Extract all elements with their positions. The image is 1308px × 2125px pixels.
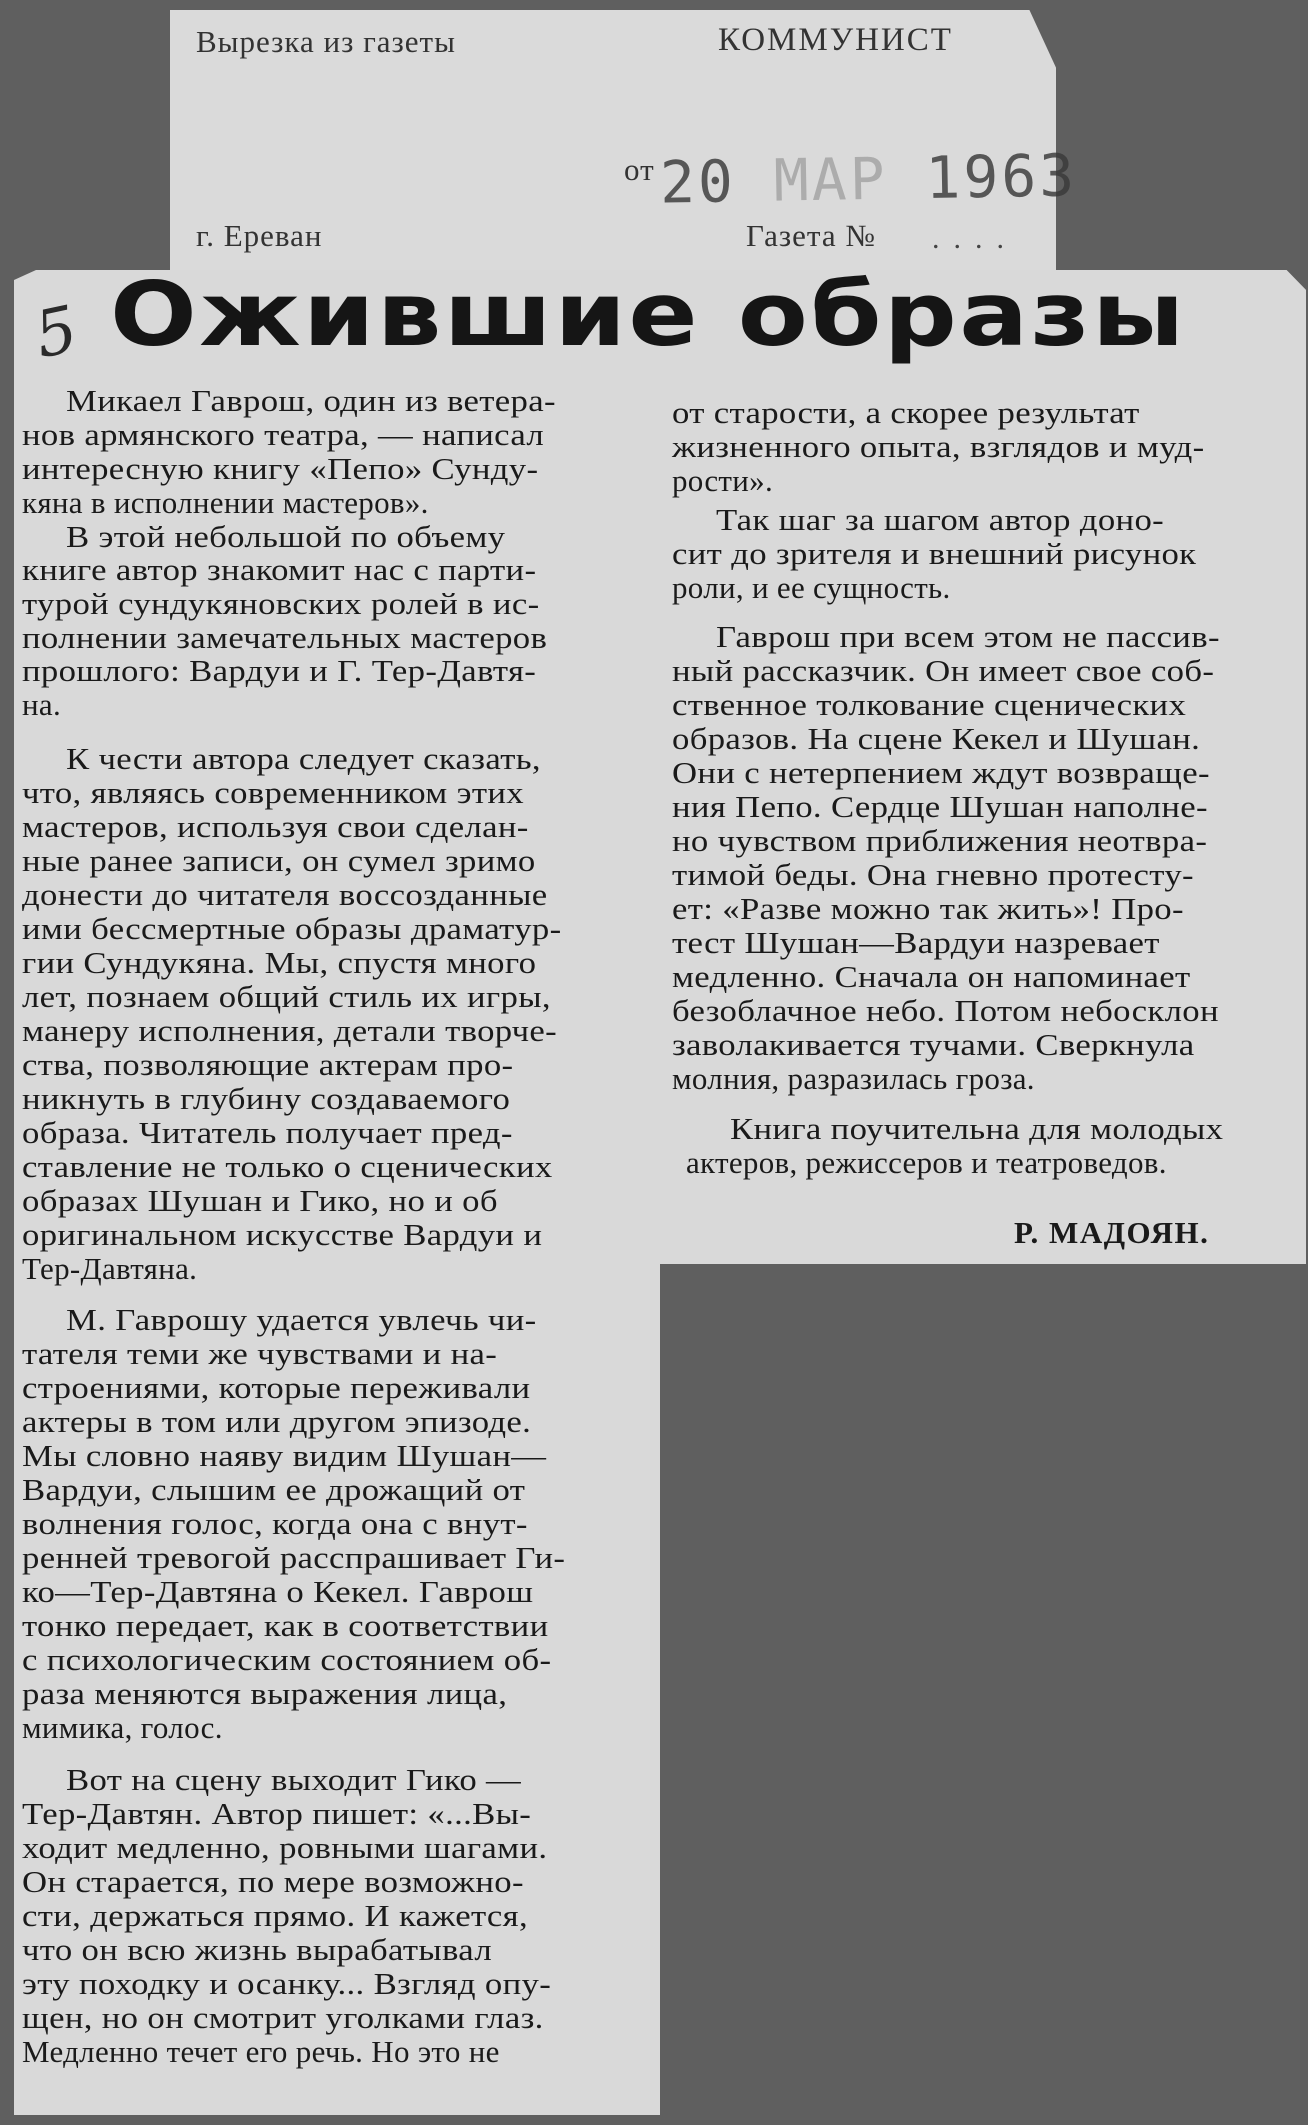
left-column-line: мастеров, используя свои сделан- [22, 809, 529, 844]
left-column-line: образах Шушан и Гико, но и об [22, 1183, 498, 1218]
left-column-line: что, являясь современником этих [22, 775, 524, 810]
right-column-line: роли, и ее сущность. [672, 570, 951, 605]
date-stamp [659, 141, 1077, 216]
left-column-line: актеры в том или другом эпизоде. [22, 1404, 532, 1439]
right-column-line: Гаврош при всем этом не пассив- [716, 619, 1220, 654]
newspaper-name: КОММУНИСТ [718, 22, 953, 58]
left-column-line: оригинальном искусстве Вардуи и [22, 1217, 543, 1252]
left-column-line: ные ранее записи, он сумел зримо [22, 843, 536, 878]
issue-number-dots: .... [932, 222, 1018, 255]
right-column-line: от старости, а скорее результат [672, 395, 1140, 430]
right-column-line: жизненного опыта, взглядов и муд- [672, 429, 1205, 464]
right-column-line: тест Шушан—Вардуи назревает [672, 925, 1160, 960]
left-column-line: Тер-Давтяна. [22, 1251, 198, 1286]
left-column-line: Медленно течет его речь. Но это не [22, 2034, 500, 2069]
right-column-line: ный рассказчик. Он имеет свое соб- [672, 653, 1215, 688]
left-column-line: ходит медленно, ровными шагами. [22, 1830, 548, 1865]
left-column-line: ко—Тер-Давтяна о Кекел. Гаврош [22, 1574, 534, 1609]
date-stamp-month: МАР [773, 144, 889, 215]
right-column-line: но чувством приближения неотвра- [672, 823, 1208, 858]
left-column-line: Микаел Гаврош, один из ветера- [66, 383, 556, 418]
left-column-line: манеру исполнения, детали творче- [22, 1013, 558, 1048]
left-column-line: строениями, которые переживали [22, 1370, 531, 1405]
left-column-line: мимика, голос. [22, 1710, 223, 1745]
left-column-line: ими бессмертные образы драматур- [22, 911, 562, 946]
left-column-line: К чести автора следует сказать, [66, 741, 541, 776]
left-column-line: полнении замечательных мастеров [22, 620, 548, 655]
article-headline: Ожившие образы [110, 263, 1187, 366]
left-column-line: сти, держаться прямо. И кажется, [22, 1898, 528, 1933]
date-prefix: от [624, 152, 655, 187]
right-column-line: заволакивается тучами. Сверкнула [672, 1027, 1195, 1062]
left-column-line: донести до читателя воссозданные [22, 877, 548, 912]
left-column-line: Тер-Давтян. Автор пишет: «...Вы- [22, 1796, 532, 1831]
right-column-line: тимой беды. Она гневно протесту- [672, 857, 1194, 892]
left-column-line: с психологическим состоянием об- [22, 1642, 552, 1677]
right-column-line: Книга поучительна для молодых [730, 1111, 1224, 1146]
left-column-line: что он всю жизнь вырабатывал [22, 1932, 492, 1967]
left-column-line: турой сундукяновских ролей в ис- [22, 586, 540, 621]
left-column-line: тателя теми же чувствами и на- [22, 1336, 498, 1371]
left-column-line: ставление не только о сценических [22, 1149, 553, 1184]
left-column-line: М. Гаврошу удается увлечь чи- [66, 1302, 537, 1337]
left-column-line: раза меняются выражения лица, [22, 1676, 508, 1711]
right-column-line: образов. На сцене Кекел и Шушан. [672, 721, 1201, 756]
date-stamp-day: 20 [659, 147, 737, 217]
right-column-line: медленно. Сначала он напоминает [672, 959, 1191, 994]
left-column-line: кяна в исполнении мастеров». [22, 485, 429, 520]
right-column-line: актеров, режиссеров и театроведов. [686, 1145, 1167, 1180]
right-column-line: ственное толкование сценических [672, 687, 1187, 722]
left-column-line: Он старается, по мере возможно- [22, 1864, 524, 1899]
right-column-line: сит до зрителя и внешний рисунок [672, 536, 1197, 571]
left-column-line: эту походку и осанку... Взгляд опу- [22, 1966, 552, 2001]
left-column-line: интересную книгу «Пепо» Сунду- [22, 451, 539, 486]
right-column-line: Они с нетерпением ждут возвраще- [672, 755, 1210, 790]
right-column-line: рости». [672, 463, 774, 498]
right-column-line: ет: «Разве можно так жить»! Про- [672, 891, 1184, 926]
right-column-line: молния, разразилась гроза. [672, 1061, 1035, 1096]
left-column-line: гии Сундукяна. Мы, спустя много [22, 945, 537, 980]
left-column-line: тонко передает, как в соответствии [22, 1608, 549, 1643]
left-column-line: книге автор знакомит нас с парти- [22, 552, 537, 587]
left-column-line: ства, позволяющие актерам про- [22, 1047, 514, 1082]
handwritten-page-number: 5 [28, 292, 84, 374]
left-column-line: щен, но он смотрит уголками глаз. [22, 2000, 544, 2035]
left-column-line: Вардуи, слышим ее дрожащий от [22, 1472, 526, 1507]
left-column-line: лет, познаем общий стиль их игры, [22, 979, 551, 1014]
left-column-line: никнуть в глубину создаваемого [22, 1081, 511, 1116]
left-column-line: нов армянского театра, — написал [22, 417, 545, 452]
left-column-line: Мы словно наяву видим Шушан— [22, 1438, 547, 1473]
right-column-line: безоблачное небо. Потом небосклон [672, 993, 1219, 1028]
right-column-line: Так шаг за шагом автор доно- [716, 502, 1165, 537]
left-column-line: волнения голос, когда она с внут- [22, 1506, 528, 1541]
right-column-line: ния Пепо. Сердце Шушан наполне- [672, 789, 1208, 824]
left-column-line: Вот на сцену выходит Гико — [66, 1762, 522, 1797]
left-column-line: на. [22, 687, 61, 722]
issue-label: Газета № [746, 218, 876, 253]
left-column-line: ренней тревогой расспрашивает Ги- [22, 1540, 566, 1575]
left-column-line: прошлого: Вардуи и Г. Тер-Давтя- [22, 653, 537, 688]
left-column-line: В этой небольшой по объему [66, 519, 506, 554]
left-column-line: образа. Читатель получает пред- [22, 1115, 513, 1150]
clipping-source-label: Вырезка из газеты [196, 24, 456, 59]
city-label: г. Ереван [196, 218, 323, 253]
author-signature: Р. МАДОЯН. [1014, 1215, 1210, 1250]
date-stamp-year: 1963 [924, 141, 1078, 213]
